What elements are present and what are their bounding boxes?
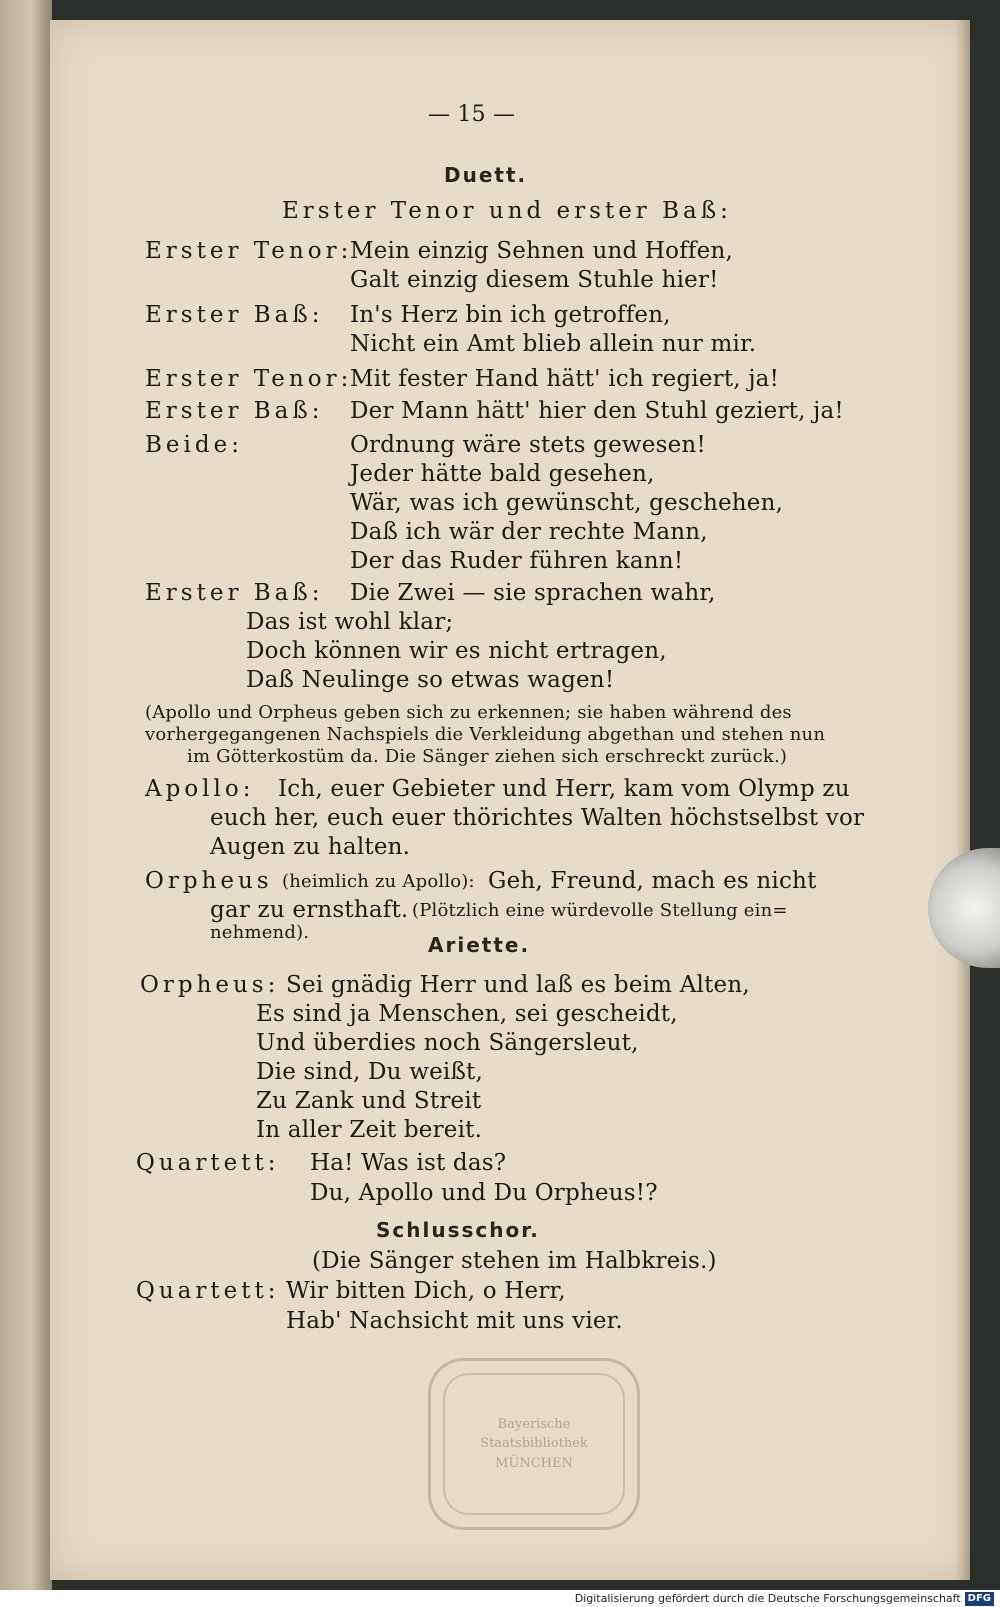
speaker-label: Quartett: xyxy=(136,1278,280,1304)
prose-line: euch her, euch euer thörichtes Walten höchstselbst vor xyxy=(210,805,865,831)
prose-line: gar zu ernsthaft. xyxy=(210,897,409,923)
heading-schlusschor: Schlusschor. xyxy=(376,1218,540,1242)
facing-page-edge xyxy=(0,0,52,1590)
verse-line: Der Mann hätt' hier den Stuhl geziert, ja! xyxy=(350,398,844,424)
verse-line: Daß ich wär der rechte Mann, xyxy=(350,519,708,545)
speaker-label: Apollo: xyxy=(145,776,255,802)
verse-line: Die sind, Du weißt, xyxy=(256,1059,483,1085)
verse-line: In aller Zeit bereit. xyxy=(256,1117,483,1143)
speaker-label: Erster Baß: xyxy=(145,398,324,424)
stage-direction: vorhergegangenen Nachspiels die Verkleidung abgethan und stehen nun xyxy=(145,724,826,745)
speaker-label: Erster Tenor: xyxy=(145,238,353,264)
duett-subtitle: Erster Tenor und erster Baß: xyxy=(282,198,732,224)
page-number: — 15 — xyxy=(428,102,516,127)
verse-line: Und überdies noch Sängersleut, xyxy=(256,1030,639,1056)
verse-line: Es sind ja Menschen, sei gescheidt, xyxy=(256,1001,678,1027)
verse-line: Zu Zank und Streit xyxy=(256,1088,482,1114)
verse-line: Du, Apollo und Du Orpheus!? xyxy=(310,1180,658,1206)
heading-duett: Duett. xyxy=(444,163,528,187)
book-page xyxy=(50,20,970,1580)
stamp-seal: Bayerische Staatsbibliothek MÜNCHEN xyxy=(443,1373,625,1515)
prose-line: Augen zu halten. xyxy=(210,834,411,860)
speaker-label: Orpheus: xyxy=(140,972,280,998)
verse-line: Mit fester Hand hätt' ich regiert, ja! xyxy=(350,366,780,392)
verse-line: Sei gnädig Herr und laß es beim Alten, xyxy=(286,972,750,998)
library-stamp xyxy=(428,1358,640,1530)
speaker-label: Erster Baß: xyxy=(145,580,324,606)
verse-line: Ordnung wäre stets gewesen! xyxy=(350,432,706,458)
verse-line: Wär, was ich gewünscht, geschehen, xyxy=(350,490,784,516)
prose-line: Geh, Freund, mach es nicht xyxy=(488,868,817,894)
stage-direction: nehmend). xyxy=(210,922,310,943)
verse-line: Daß Neulinge so etwas wagen! xyxy=(246,667,615,693)
heading-ariette: Ariette. xyxy=(428,933,531,957)
stage-direction: im Götterkostüm da. Die Sänger ziehen sich erschreckt zurück.) xyxy=(187,746,788,767)
verse-line: Jeder hätte bald gesehen, xyxy=(350,461,655,487)
verse-line: Hab' Nachsicht mit uns vier. xyxy=(286,1308,623,1334)
verse-line: Galt einzig diesem Stuhle hier! xyxy=(350,267,719,293)
verse-line: Mein einzig Sehnen und Hoffen, xyxy=(350,238,733,264)
stage-direction: (Plötzlich eine würdevolle Stellung ein= xyxy=(412,900,788,921)
speaker-label: Beide: xyxy=(145,432,243,458)
page-shadow xyxy=(956,20,970,1580)
verse-line: Wir bitten Dich, o Herr, xyxy=(286,1278,566,1304)
verse-line: Doch können wir es nicht ertragen, xyxy=(246,638,667,664)
prose-line: Ich, euer Gebieter und Herr, kam vom Olymp zu xyxy=(278,776,850,802)
speaker-label: Quartett: xyxy=(136,1150,280,1176)
verse-line: Die Zwei — sie sprachen wahr, xyxy=(350,580,716,606)
aside-direction: (heimlich zu Apollo): xyxy=(282,871,475,892)
verse-line: Ha! Was ist das? xyxy=(310,1150,507,1176)
verse-line: In's Herz bin ich getroffen, xyxy=(350,302,671,328)
verse-line: Das ist wohl klar; xyxy=(246,609,454,635)
speaker-label: Erster Baß: xyxy=(145,302,324,328)
stage-direction: (Apollo und Orpheus geben sich zu erkennen; sie haben während des xyxy=(145,702,792,723)
footer-text: Digitalisierung gefördert durch die Deutsche Forschungsgemeinschaft xyxy=(574,1592,961,1605)
footer-credit xyxy=(575,1590,994,1607)
verse-line: Der das Ruder führen kann! xyxy=(350,548,684,574)
speaker-label: Orpheus xyxy=(145,868,273,894)
dfg-logo: DFG xyxy=(965,1592,994,1606)
verse-line: Nicht ein Amt blieb allein nur mir. xyxy=(350,331,757,357)
stage-direction: (Die Sänger stehen im Halbkreis.) xyxy=(312,1248,717,1274)
speaker-label: Erster Tenor: xyxy=(145,366,353,392)
